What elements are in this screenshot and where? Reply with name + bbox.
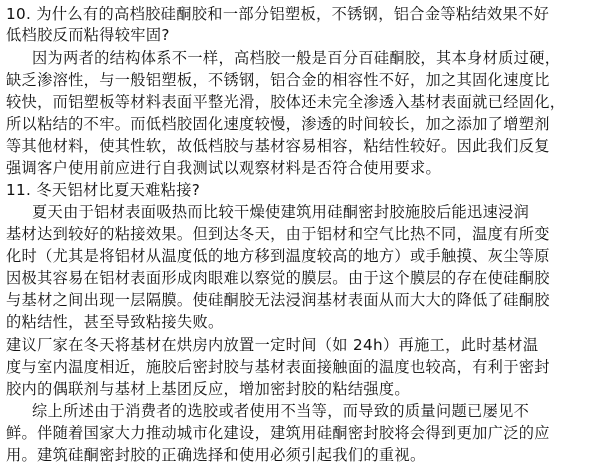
summary-line: 用。建筑硅酮密封胶的正确选择和使用必须引起我们的重视。 — [6, 446, 426, 464]
answer-10-line: 缺乏渗溶性，与一般铝塑板，不锈钢，铝合金的相容性不好，加之其固化速度比 — [6, 71, 550, 89]
recommendation-line: 度与室内温度相近，施胶后密封胶与基材表面接触面的温度也较高，有利于密封 — [6, 358, 550, 376]
answer-10-line: 因为两者的结构体系不一样，高档胶一般是百分百硅酮胶，其本身材质过硬， — [32, 49, 561, 67]
answer-11-line: 化时（尤其是将铝材从温度低的地方移到温度较高的地方）或手触摸、灰尘等原 — [6, 247, 550, 265]
answer-11-line: 的粘结性，甚至导致粘接失败。 — [6, 313, 224, 331]
recommendation-line: 建议厂家在冬天将基材在烘房内放置一定时间（如 24h）再施工，此时基材温 — [6, 336, 539, 354]
question-10-heading-line-1: 10. 为什么有的高档胶硅酮胶和一部分铝塑板，不锈钢，铝合金等粘结效果不好 — [6, 5, 550, 23]
question-10-heading-line-2: 低档胶反而粘得较牢固? — [6, 26, 170, 44]
answer-10-line: 所以粘结的不牢。而低档胶固化速度较慢，渗透的时间较长，加之添加了增塑剂 — [6, 115, 550, 133]
answer-10-line: 等其他材料，使其性软，故低档胶与基材容易相容，粘结性较好。因此我们反复 — [6, 137, 550, 155]
recommendation-line: 胶内的偶联剂与基材上基团反应，增加密封胶的粘结强度。 — [6, 380, 410, 398]
answer-10-line: 较快，而铝塑板等材料表面平整光滑，胶体还未完全渗透入基材表面就已经固化， — [6, 93, 566, 111]
answer-11-line: 基材达到较好的粘接效果。但到达冬天，由于铝材和空气比热不同，温度有所变 — [6, 225, 550, 243]
answer-10-line: 强调客户使用前应进行自我测试以观察材料是否符合使用要求。 — [6, 159, 442, 177]
answer-11-line: 因极其容易在铝材表面形成肉眼难以察觉的膜层。由于这个膜层的存在使硅酮胶 — [6, 269, 550, 287]
answer-11-line: 与基材之间出现一层隔膜。使硅酮胶无法浸润基材表面从而大大的降低了硅酮胶 — [6, 291, 550, 309]
summary-line: 鲜。伴随着国家大力推动城市化建设，建筑用硅酮密封胶将会得到更加广泛的应 — [6, 424, 550, 442]
answer-11-line: 夏天由于铝材表面吸热而比较干燥使建筑用硅酮密封胶施胶后能迅速浸润 — [32, 203, 530, 221]
summary-line: 综上所述由于消费者的选胶或者使用不当等，而导致的质量问题已屡见不 — [32, 402, 530, 420]
question-11-heading: 11. 冬天铝材比夏天难粘接? — [6, 181, 201, 199]
